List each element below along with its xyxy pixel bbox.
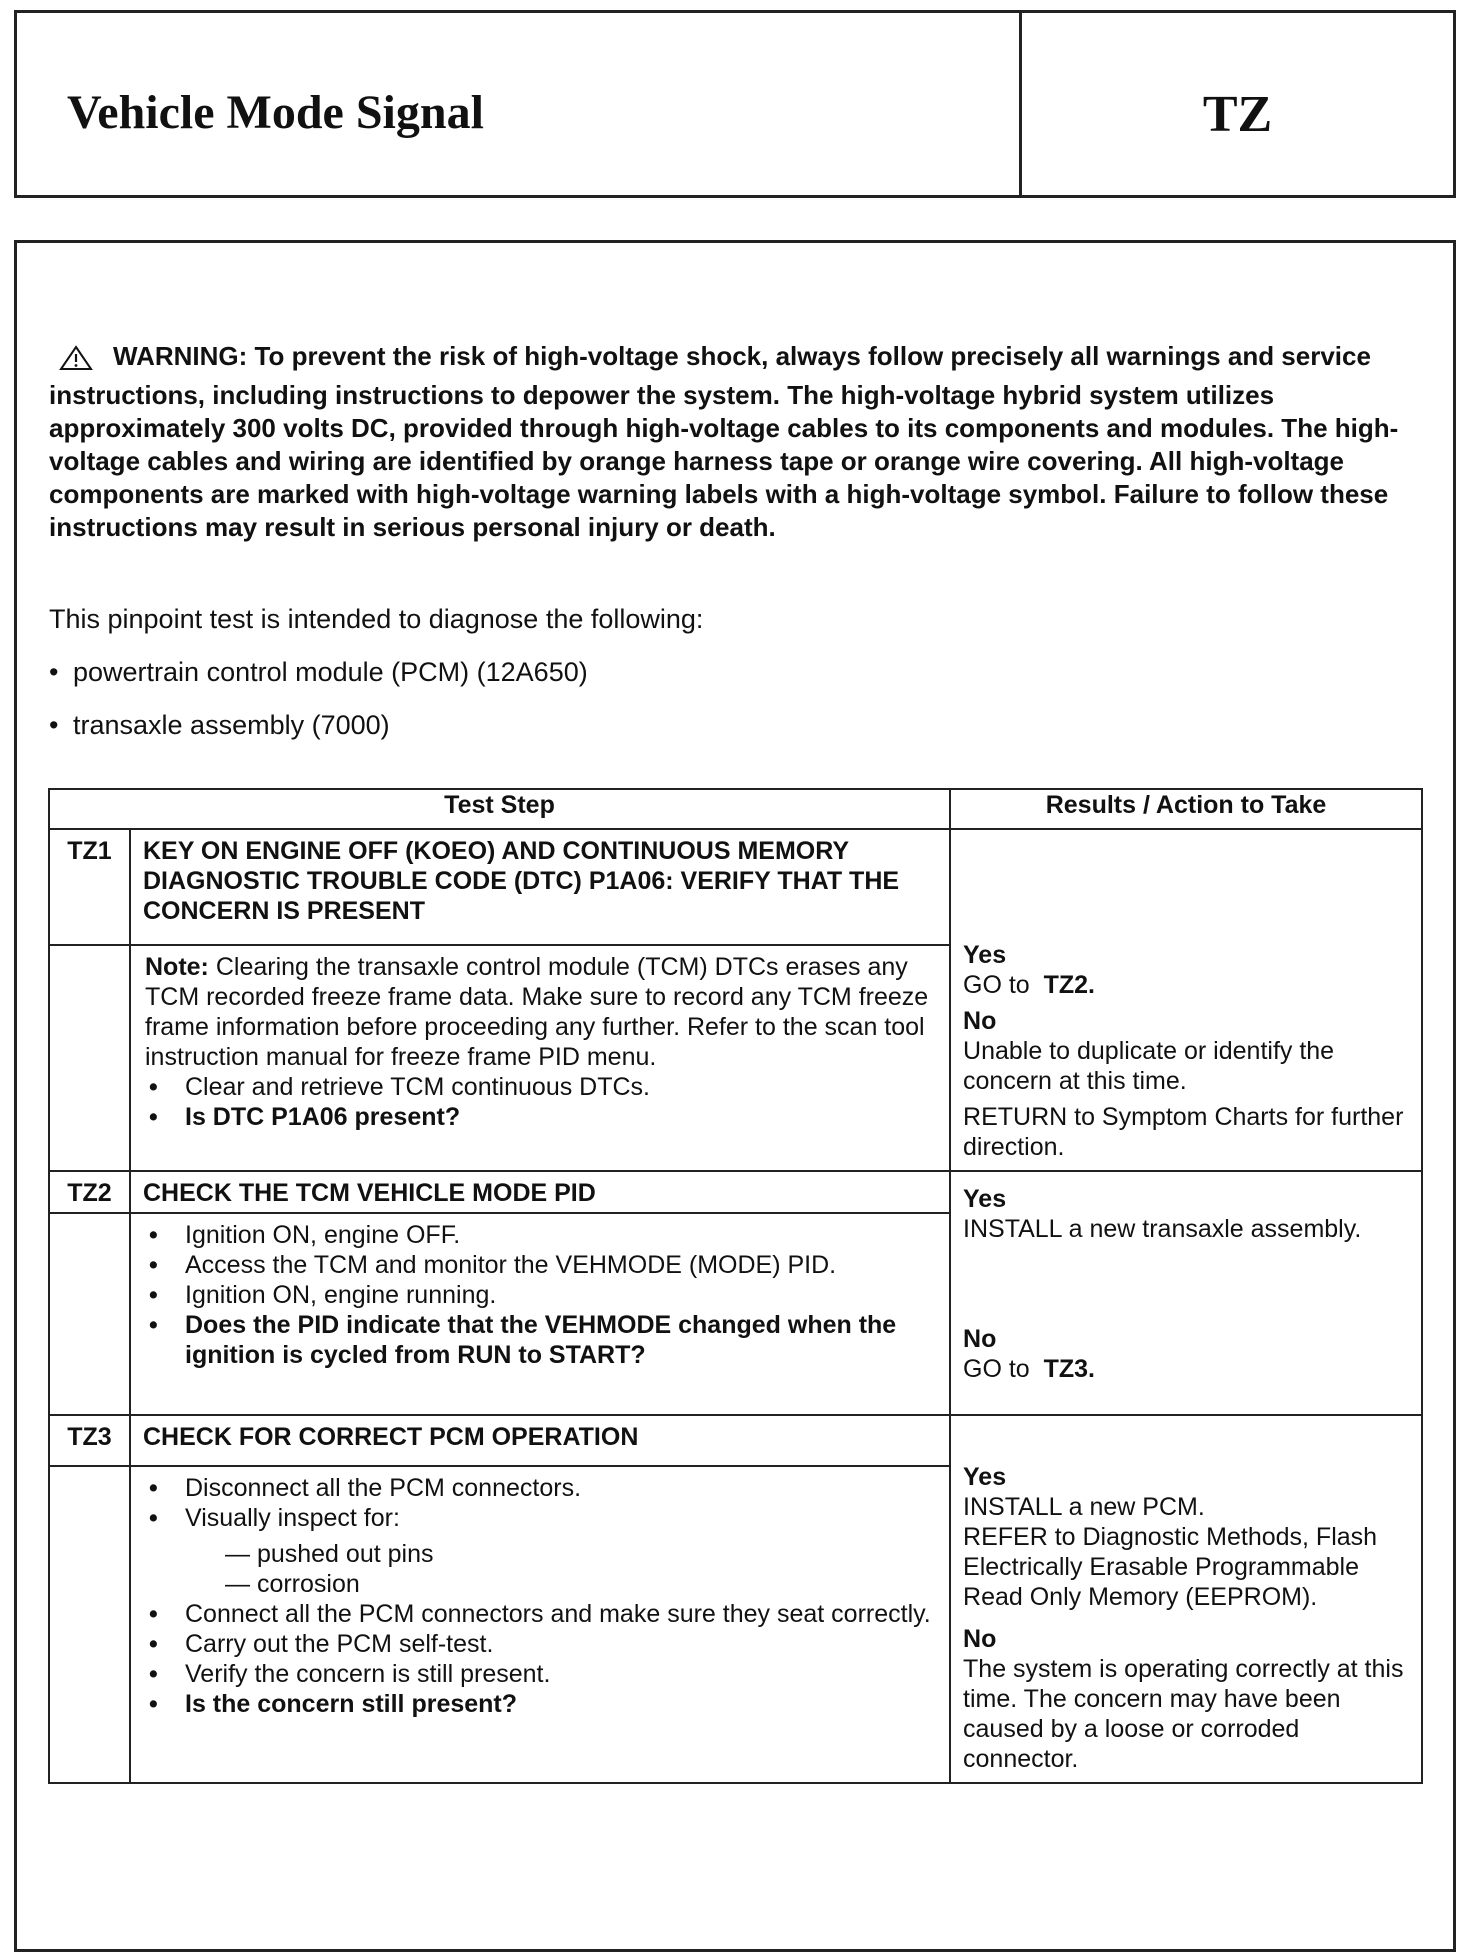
section-code: TZ bbox=[1202, 86, 1273, 143]
page-title: Vehicle Mode Signal bbox=[67, 86, 484, 139]
intro-list-item: • powertrain control module (PCM) (12A650) bbox=[49, 657, 588, 687]
test-step-table bbox=[48, 788, 1423, 1784]
step-bullet: • Ignition ON, engine OFF. bbox=[145, 1220, 939, 1250]
step-title-row bbox=[49, 1415, 1422, 1466]
warning-triangle-icon bbox=[59, 345, 93, 379]
step-question: • Does the PID indicate that the VEHMODE changed when the ignition is cycled from RUN to START? bbox=[145, 1310, 939, 1370]
step-bullet: • Visually inspect for: bbox=[145, 1503, 939, 1533]
no-action: GO to TZ3. bbox=[963, 1355, 1096, 1383]
yes-label: Yes bbox=[963, 941, 1007, 969]
yes-action: GO to TZ2. bbox=[963, 971, 1096, 999]
intro-text: This pinpoint test is intended to diagnose the following: bbox=[49, 604, 704, 634]
step-subitem: — corrosion bbox=[225, 1569, 360, 1598]
table-header-row bbox=[49, 789, 1422, 829]
header-results: Results / Action to Take bbox=[950, 789, 1422, 829]
no-label: No bbox=[963, 1325, 997, 1353]
step-bullet: • Clear and retrieve TCM continuous DTCs. bbox=[145, 1072, 939, 1102]
step-body bbox=[130, 945, 950, 1171]
header-test-step: Test Step bbox=[49, 789, 950, 829]
step-result bbox=[950, 829, 1422, 1171]
intro-list-item: • transaxle assembly (7000) bbox=[49, 710, 390, 740]
step-body bbox=[130, 1466, 950, 1784]
step-bullet: • Access the TCM and monitor the VEHMODE (MODE) PID. bbox=[145, 1250, 939, 1280]
step-bullet: • Ignition ON, engine running. bbox=[145, 1280, 939, 1310]
step-id: TZ1 bbox=[49, 829, 130, 945]
step-subitem: — pushed out pins bbox=[225, 1539, 434, 1568]
step-bullet: • Verify the concern is still present. bbox=[145, 1659, 939, 1689]
step-title-row bbox=[49, 829, 1422, 945]
step-bullet: • Carry out the PCM self-test. bbox=[145, 1629, 939, 1659]
title-box bbox=[14, 10, 1456, 198]
step-note: Note: Clearing the transaxle control module (TCM) DTCs erases any TCM recorded freeze frame data. Make sure to record any TCM freeze frame information before proceeding any further. Refer to the scan tool instruction manual for freeze frame PID menu. bbox=[145, 953, 929, 1072]
step-title: CHECK FOR CORRECT PCM OPERATION bbox=[130, 1415, 950, 1466]
yes-text: INSTALL a new PCM. bbox=[963, 1493, 1205, 1521]
warning-text: WARNING: To prevent the risk of high-voltage shock, always follow precisely all warnings and service instructions, including instructions to depower the system. The high-voltage hybrid system utilizes approximately 300 volts DC, provided through high-voltage cables to its components and modules. The high-voltage cables and wiring are identified by orange harness tape or orange wire covering. All high-voltage components are marked with high-voltage warning labels with a high-voltage symbol. Failure to follow these instructions may result in serious personal injury or death. bbox=[49, 341, 1399, 542]
no-label: No bbox=[963, 1625, 997, 1653]
no-text: Unable to duplicate or identify the concern at this time. bbox=[963, 1037, 1335, 1095]
step-body bbox=[130, 1213, 950, 1415]
yes-text: INSTALL a new transaxle assembly. bbox=[963, 1215, 1362, 1243]
no-text: The system is operating correctly at this time. The concern may have been caused by a loose or corroded connector. bbox=[963, 1655, 1404, 1773]
yes-text-refer: REFER to Diagnostic Methods, Flash Electrically Erasable Programmable Read Only Memory (EEPROM). bbox=[963, 1523, 1378, 1611]
step-question: • Is the concern still present? bbox=[145, 1689, 939, 1719]
step-title-row bbox=[49, 1171, 1422, 1213]
yes-label: Yes bbox=[963, 1185, 1007, 1213]
step-id: TZ3 bbox=[49, 1415, 130, 1466]
step-result bbox=[950, 1415, 1422, 1783]
step-question: • Is DTC P1A06 present? bbox=[145, 1102, 939, 1132]
main-content-box bbox=[14, 240, 1456, 1952]
step-title: CHECK THE TCM VEHICLE MODE PID bbox=[130, 1171, 950, 1213]
warning-block bbox=[49, 340, 1429, 544]
yes-label: Yes bbox=[963, 1463, 1007, 1491]
no-label: No bbox=[963, 1007, 997, 1035]
step-bullet: • Connect all the PCM connectors and make sure they seat correctly. bbox=[145, 1599, 939, 1629]
title-cell bbox=[17, 13, 1022, 195]
intro-section bbox=[49, 603, 1429, 762]
step-bullet: • Disconnect all the PCM connectors. bbox=[145, 1473, 939, 1503]
step-result bbox=[950, 1171, 1422, 1415]
no-text-return: RETURN to Symptom Charts for further direction. bbox=[963, 1103, 1404, 1161]
step-title: KEY ON ENGINE OFF (KOEO) AND CONTINUOUS MEMORY DIAGNOSTIC TROUBLE CODE (DTC) P1A06: VERIFY THAT THE CONCERN IS PRESENT bbox=[130, 829, 950, 945]
step-id: TZ2 bbox=[49, 1171, 130, 1213]
